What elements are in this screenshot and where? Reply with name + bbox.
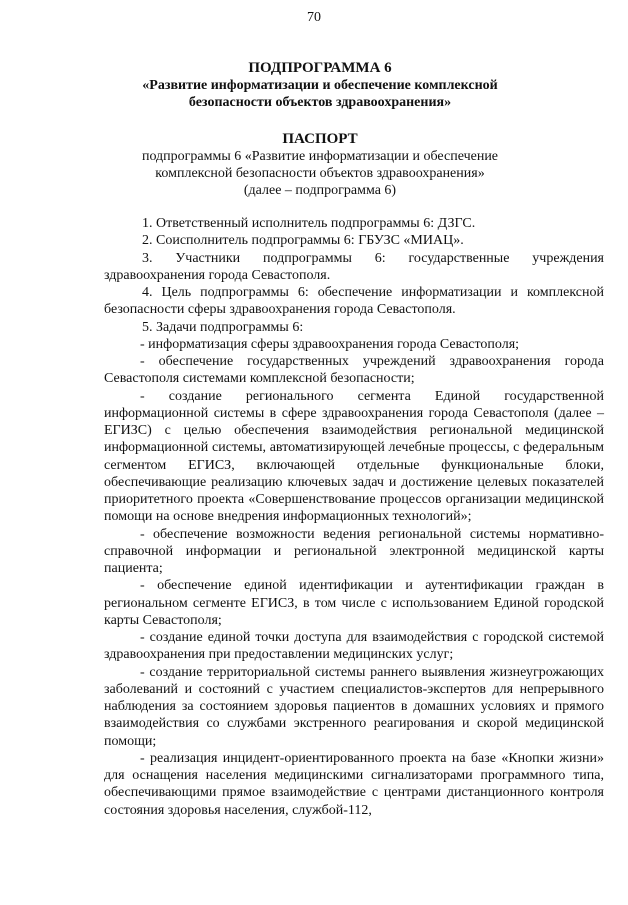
passport-heading [70, 130, 570, 199]
task-item: - обеспечение возможности ведения региональной системы нормативно-справочной информации и региональной электронной медицинской карты пациента; [104, 526, 604, 576]
page-number: 70 [307, 10, 321, 25]
passport-subtitle-line-3: (далее – подпрограмма 6) [243, 183, 397, 198]
task-item: - создание регионального сегмента Единой государственной информационной системы в сфере здравоохранения города Севастополя (далее – ЕГИЗС) с целью обеспечения взаимодействия региональной медицинской информационной системы, автоматизирующей лечебные процессы, с федеральным сегментом ЕГИСЗ, включающей отдельные функциональные блоки, обеспечивающие реализацию ключевых задач и достижение целевых показателей приоритетного проекта «Совершенствование процессов организации медицинской помощи на основе внедрения информационных технологий»; [104, 388, 604, 525]
paragraph: 2. Соисполнитель подпрограммы 6: ГБУЗС «МИАЦ». [142, 233, 464, 249]
paragraph: 3. Участники подпрограммы 6: государственные учреждения здравоохранения города Севастополя. [104, 250, 604, 283]
task-item: - обеспечение единой идентификации и аутентификации граждан в региональном сегменте ЕГИСЗ, в том числе с использованием Единой городской карты Севастополя; [104, 578, 604, 628]
passport-body [104, 215, 604, 819]
task-item: - создание единой точки доступа для взаимодействия с городской системой здравоохранения при предоставлении медицинских услуг; [104, 630, 604, 663]
subprogram-subtitle-line-2: безопасности объектов здравоохранения» [188, 95, 452, 110]
task-item: - реализация инцидент-ориентированного проекта на базе «Кнопки жизни» для оснащения населения медицинскими сигнализаторами программного типа, обеспечивающими прямое взаимодействие с центрами дистанционного контроля состояния здоровья населения, службой-112, [104, 750, 604, 818]
passport-subtitle-line-2: комплексной безопасности объектов здравоохранения» [155, 166, 485, 181]
paragraph: 1. Ответственный исполнитель подпрограммы 6: ДЗГС. [142, 216, 476, 231]
subprogram-title: ПОДПРОГРАММА 6 [248, 60, 392, 76]
subprogram-subtitle-line-1: «Развитие информатизации и обеспечение комплексной [142, 78, 498, 93]
passport-subtitle-line-1: подпрограммы 6 «Развитие информатизации и обеспечение [141, 149, 499, 164]
paragraph: 5. Задачи подпрограммы 6: [142, 319, 304, 335]
subprogram-heading [70, 60, 570, 111]
paragraph: 4. Цель подпрограммы 6: обеспечение информатизации и комплексной безопасности сферы здравоохранения города Севастополя. [104, 285, 604, 318]
passport-title: ПАСПОРТ [282, 131, 358, 147]
task-item: - создание территориальной системы раннего выявления жизнеугрожающих заболеваний и состояний с участием специалистов-экспертов для непрерывного наблюдения за состоянием здоровья пациентов в домашних условиях и прямого взаимодействия со службами экстренного реагирования и скорой медицинской помощи; [104, 664, 604, 749]
task-item: - информатизация сферы здравоохранения города Севастополя; [140, 336, 520, 352]
task-item: - обеспечение государственных учреждений здравоохранения города Севастополя системами комплексной безопасности; [104, 354, 604, 387]
